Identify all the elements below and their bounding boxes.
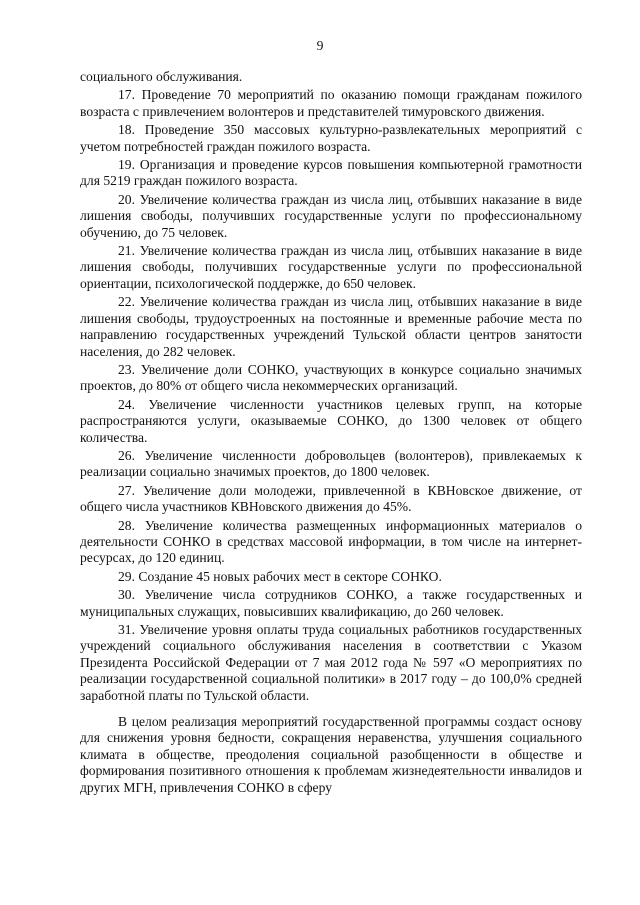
paragraph-summary: В целом реализация мероприятий государственной программы создаст основу для снижения уровня бедности, сокращения неравенства, улучшения социального климата в обществе, преодоления социальной разобщенности в обществе и формирования позитивного отношения к проблемам жизнедеятельности инвалидов и других МГН, привлечения СОНКО в сферу (80, 714, 582, 795)
paragraph-item-21: 21. Увеличение количества граждан из числа лиц, отбывших наказание в виде лишения свободы, получивших государственные услуги по профессиональной ориентации, психологической поддержке, до 650 человек. (80, 243, 582, 291)
paragraph-item-22: 22. Увеличение количества граждан из числа лиц, отбывших наказание в виде лишения свободы, трудоустроенных на постоянные и временные рабочие места по направлению государственных учреждений Тульской области центров занятости населения, до 282 человек. (80, 294, 582, 359)
paragraph-item-24: 24. Увеличение численности участников целевых групп, на которые распространяются услуги, оказываемые СОНКО, до 1300 человек от общего количества. (80, 396, 582, 445)
paragraph-item-17: 17. Проведение 70 мероприятий по оказанию помощи гражданам пожилого возраста с привлечением волонтеров и представителей тимуровского движения. (80, 87, 582, 119)
paragraph-item-30: 30. Увеличение числа сотрудников СОНКО, а также государственных и муниципальных служащих, повысивших квалификацию, до 260 человек. (80, 587, 582, 619)
paragraph-item-29: 29. Создание 45 новых рабочих мест в секторе СОНКО. (118, 568, 442, 584)
paragraph-item-28: 28. Увеличение количества размещенных информационных материалов о деятельности СОНКО в средствах массовой информации, в том числе на интернет-ресурсах, до 120 единиц. (80, 517, 582, 566)
paragraph-item-26: 26. Увеличение численности добровольцев (волонтеров), привлекаемых к реализации социально значимых проектов, до 1800 человек. (80, 447, 582, 480)
paragraph-item-27: 27. Увеличение доли молодежи, привлеченной в КВНовское движение, от общего числа участников КВНовского движения до 45%. (80, 482, 582, 515)
paragraph-item-31: 31. Увеличение уровня оплаты труда социальных работников государственных учреждений социального обслуживания населения в соответствии с Указом Президента Российской Федерации от 7 мая 2012 года № 597 «О мероприятиях по реализации государственной социальной политики» в 2017 году – до 100,0% средней заработной платы по Тульской области. (80, 622, 582, 703)
document-body (80, 69, 582, 798)
page-number: 9 (316, 38, 324, 53)
paragraph-item-20: 20. Увеличение количества граждан из числа лиц, отбывших наказание в виде лишения свободы, получивших государственные услуги по профессиональному обучению, до 75 человек. (80, 191, 582, 240)
paragraph-item-18: 18. Проведение 350 массовых культурно-развлекательных мероприятий с учетом потребностей граждан пожилого возраста. (80, 122, 582, 154)
paragraph-continuation: социального обслуживания. (80, 69, 243, 84)
paragraph-item-19: 19. Организация и проведение курсов повышения компьютерной грамотности для 5219 граждан пожилого возраста. (80, 157, 582, 189)
paragraph-item-23: 23. Увеличение доли СОНКО, участвующих в конкурсе социально значимых проектов, до 80% от общего числа некоммерческих организаций. (80, 361, 582, 394)
